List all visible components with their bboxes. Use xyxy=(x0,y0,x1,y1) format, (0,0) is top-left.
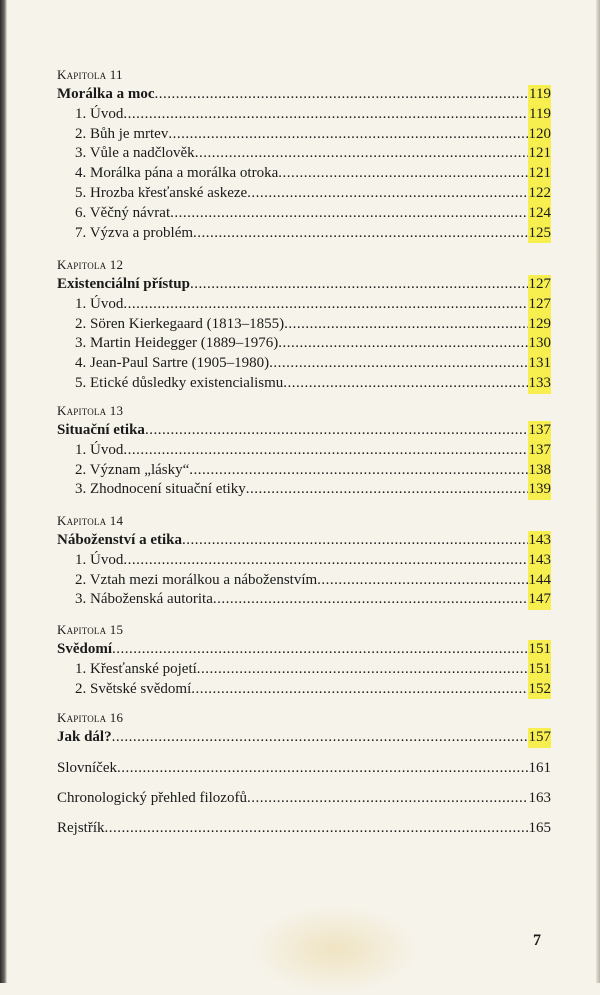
chapter-label: Kapitola 13 xyxy=(57,403,124,418)
page-ref: 147 xyxy=(528,590,552,610)
subsection-entry[interactable] xyxy=(57,551,551,571)
subsection-entry[interactable] xyxy=(57,295,551,315)
dot-leader xyxy=(123,441,527,461)
page-ref: 124 xyxy=(528,204,552,224)
page-ref: 137 xyxy=(528,421,552,441)
dot-leader xyxy=(123,551,527,571)
subsection-entry[interactable] xyxy=(57,105,551,125)
dot-leader xyxy=(193,224,527,244)
dot-leader xyxy=(168,125,527,145)
dot-leader xyxy=(105,819,528,839)
entry-title: 1. Úvod xyxy=(75,551,124,568)
chapter-label: Kapitola 11 xyxy=(57,67,123,82)
dot-leader xyxy=(278,334,527,354)
chapter-section xyxy=(57,401,551,500)
chapter-label: Kapitola 14 xyxy=(57,513,124,528)
dot-leader xyxy=(112,728,528,748)
page-ref: 157 xyxy=(528,728,552,748)
entry-title: 2. Vztah mezi morálkou a náboženstvím xyxy=(75,571,318,588)
appendix-entry[interactable] xyxy=(57,759,551,779)
page-ref: 121 xyxy=(528,164,552,184)
subsection-entry[interactable] xyxy=(57,590,551,610)
dot-leader xyxy=(247,789,528,809)
entry-title: Situační etika xyxy=(57,422,145,438)
page-ref: 129 xyxy=(528,315,552,335)
page-ref: 139 xyxy=(528,480,552,500)
entry-title: 2. Sören Kierkegaard (1813–1855) xyxy=(75,315,285,332)
chapter-section xyxy=(57,255,551,394)
subsection-entry[interactable] xyxy=(57,224,551,244)
page-right-edge xyxy=(596,0,600,983)
subsection-entry[interactable] xyxy=(57,184,551,204)
entry-title: 2. Význam „lásky“ xyxy=(75,461,190,478)
subsection-entry[interactable] xyxy=(57,354,551,374)
entry-title: Svědomí xyxy=(57,641,113,657)
dot-leader xyxy=(145,421,528,441)
dot-leader xyxy=(117,759,528,779)
page-ref: 165 xyxy=(528,820,551,836)
subsection-entry[interactable] xyxy=(57,660,551,680)
dot-leader xyxy=(170,204,527,224)
appendix-entry[interactable] xyxy=(57,789,551,809)
appendix-section xyxy=(57,789,551,809)
chapter-label: Kapitola 16 xyxy=(57,710,124,725)
page-ref: 119 xyxy=(528,85,551,105)
appendix-entry[interactable] xyxy=(57,819,551,839)
page-number: 7 xyxy=(533,932,541,949)
subsection-entry[interactable] xyxy=(57,125,551,145)
entry-title: Rejstřík xyxy=(57,820,105,836)
page-ref: 127 xyxy=(528,295,552,315)
subsection-entry[interactable] xyxy=(57,164,551,184)
entry-title: 2. Bůh je mrtev xyxy=(75,125,169,142)
dot-leader xyxy=(283,374,527,394)
chapter-title-entry[interactable] xyxy=(57,728,551,748)
dot-leader xyxy=(195,144,528,164)
subsection-entry[interactable] xyxy=(57,571,551,591)
page-ref: 130 xyxy=(528,334,552,354)
subsection-entry[interactable] xyxy=(57,461,551,481)
chapter-title-entry[interactable] xyxy=(57,85,551,105)
chapter-title-entry[interactable] xyxy=(57,275,551,295)
page-ref: 163 xyxy=(528,790,551,806)
page-ref: 121 xyxy=(528,144,552,164)
chapter-section xyxy=(57,620,551,699)
subsection-entry[interactable] xyxy=(57,680,551,700)
chapter-label: Kapitola 15 xyxy=(57,622,124,637)
subsection-entry[interactable] xyxy=(57,334,551,354)
entry-title: 4. Morálka pána a morálka otroka xyxy=(75,165,279,182)
entry-title: 3. Martin Heidegger (1889–1976) xyxy=(75,335,279,352)
subsection-entry[interactable] xyxy=(57,374,551,394)
entry-title: 5. Etické důsledky existencialismu xyxy=(75,374,284,391)
page-ref: 137 xyxy=(528,441,552,461)
dot-leader xyxy=(317,571,527,591)
dot-leader xyxy=(284,315,527,335)
chapter-label: Kapitola 12 xyxy=(57,257,124,272)
dot-leader xyxy=(182,531,528,551)
entry-title: Morálka a moc xyxy=(57,86,155,102)
appendix-section xyxy=(57,819,551,839)
paper-stain xyxy=(250,905,420,995)
page-ref: 152 xyxy=(528,680,552,700)
entry-title: Existenciální přístup xyxy=(57,276,190,292)
dot-leader xyxy=(197,660,528,680)
page-ref: 120 xyxy=(528,125,552,145)
dot-leader xyxy=(213,590,528,610)
entry-title: Náboženství a etika xyxy=(57,532,182,548)
chapter-section xyxy=(57,511,551,610)
appendix-section xyxy=(57,759,551,779)
entry-title: Chronologický přehled filozofů xyxy=(57,790,247,806)
entry-title: 3. Náboženská autorita xyxy=(75,591,213,608)
dot-leader xyxy=(278,164,527,184)
entry-title: 4. Jean-Paul Sartre (1905–1980) xyxy=(75,355,270,372)
dot-leader xyxy=(112,640,527,660)
dot-leader xyxy=(154,85,528,105)
dot-leader xyxy=(123,295,527,315)
subsection-entry[interactable] xyxy=(57,204,551,224)
entry-title: 1. Úvod xyxy=(75,105,124,122)
page-ref: 122 xyxy=(528,184,552,204)
page-ref: 143 xyxy=(528,551,552,571)
page-ref: 119 xyxy=(528,105,551,125)
chapter-section xyxy=(57,708,551,748)
chapter-title-entry[interactable] xyxy=(57,640,551,660)
dot-leader xyxy=(246,480,528,500)
page-ref: 144 xyxy=(528,571,552,591)
subsection-entry[interactable] xyxy=(57,315,551,335)
entry-title: 1. Úvod xyxy=(75,441,124,458)
entry-title: 3. Vůle a nadčlověk xyxy=(75,145,195,162)
page-ref: 127 xyxy=(528,275,552,295)
page-ref: 138 xyxy=(528,461,552,481)
dot-leader xyxy=(189,461,527,481)
entry-title: 3. Zhodnocení situační etiky xyxy=(75,481,246,498)
subsection-entry[interactable] xyxy=(57,480,551,500)
subsection-entry[interactable] xyxy=(57,441,551,461)
page-ref: 161 xyxy=(528,760,551,776)
page-ref: 151 xyxy=(528,660,552,680)
chapter-title-entry[interactable] xyxy=(57,421,551,441)
chapter-section xyxy=(57,65,551,243)
subsection-entry[interactable] xyxy=(57,144,551,164)
entry-title: 2. Světské svědomí xyxy=(75,680,192,697)
dot-leader xyxy=(191,680,527,700)
entry-title: Slovníček xyxy=(57,760,117,776)
page-ref: 151 xyxy=(528,640,552,660)
dot-leader xyxy=(123,105,528,125)
dot-leader xyxy=(269,354,527,374)
page-ref: 125 xyxy=(528,224,552,244)
entry-title: Jak dál? xyxy=(57,729,112,745)
chapter-title-entry[interactable] xyxy=(57,531,551,551)
dot-leader xyxy=(247,184,527,204)
entry-title: 1. Křesťanské pojetí xyxy=(75,660,197,677)
entry-title: 7. Výzva a problém xyxy=(75,224,194,241)
entry-title: 6. Věčný návrat xyxy=(75,204,171,221)
page-ref: 133 xyxy=(528,374,552,394)
page-ref: 131 xyxy=(528,354,552,374)
entry-title: 1. Úvod xyxy=(75,295,124,312)
page-ref: 143 xyxy=(528,531,552,551)
entry-title: 5. Hrozba křesťanské askeze xyxy=(75,184,248,201)
page-edge-shadow xyxy=(0,0,7,983)
dot-leader xyxy=(190,275,528,295)
